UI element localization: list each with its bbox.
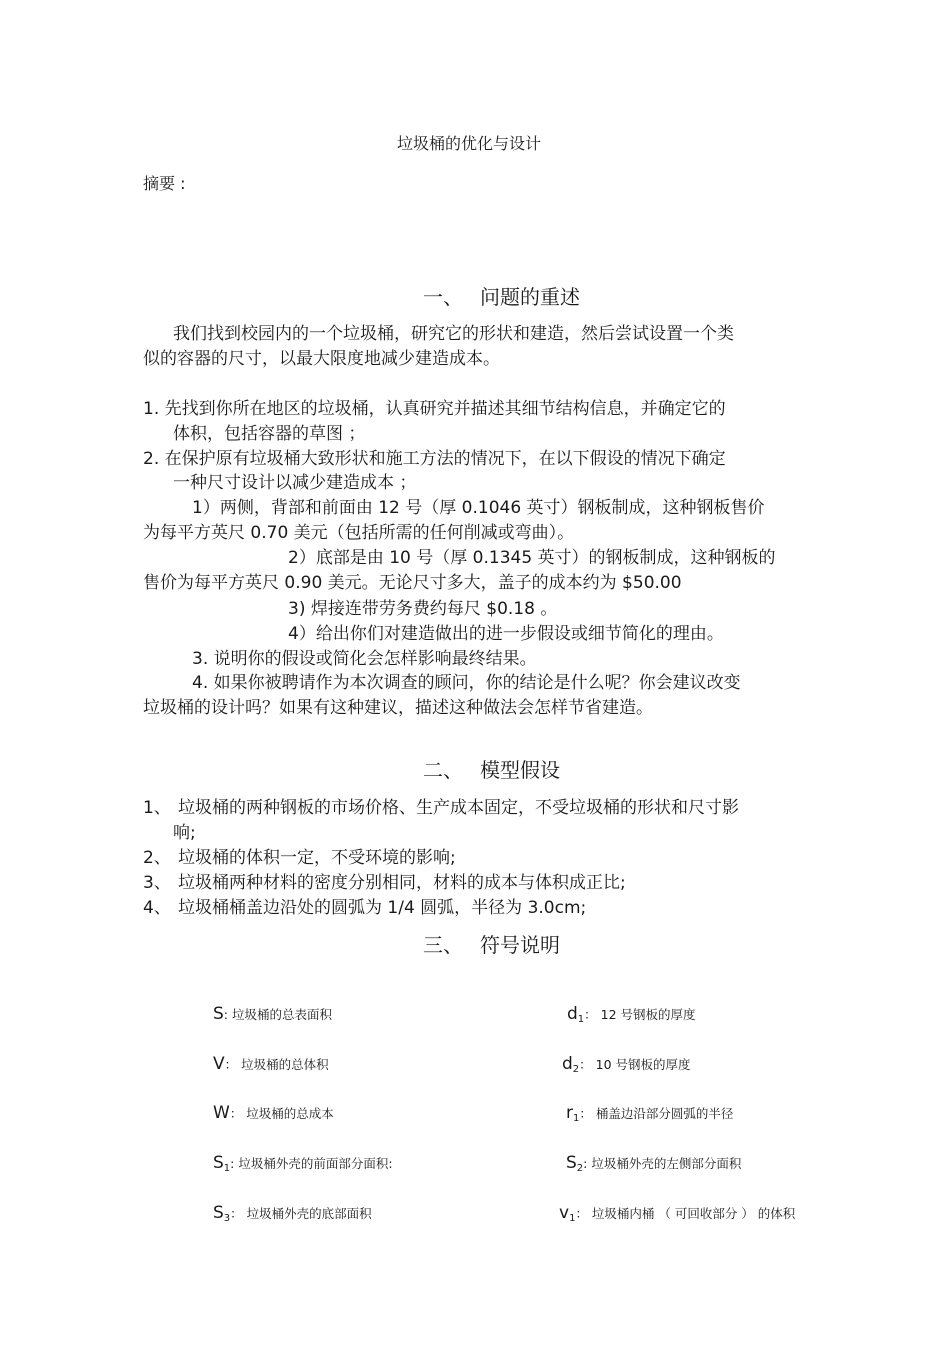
symbol-description: ： 桶盖边沿部分圆弧的半径	[579, 1106, 734, 1121]
symbol-subscript: 3	[223, 1213, 231, 1224]
symbol-d1	[567, 1004, 696, 1025]
section3-heading-number: 三、	[423, 933, 463, 957]
section3-heading: 符号说明	[480, 933, 560, 957]
symbol-variable: v	[559, 1203, 570, 1223]
symbol-variable: W	[213, 1103, 230, 1123]
subtask-2-line-1: 2）底部是由 10 号（厚 0.1345 英寸）的钢板制成，这种钢板的	[288, 548, 776, 568]
symbol-description: : 垃圾桶的总表面积	[223, 1007, 332, 1022]
intro-line-1: 我们找到校园内的一个垃圾桶，研究它的形状和建造，然后尝试设置一个类	[173, 324, 734, 344]
section1-heading: 问题的重述	[480, 285, 580, 309]
symbol-variable: r	[566, 1103, 573, 1123]
symbol-description: ： 10 号钢板的厚度	[579, 1057, 691, 1072]
task-2-line-1: 2. 在保护原有垃圾桶大致形状和施工方法的情况下，在以下假设的情况下确定	[143, 449, 726, 469]
symbol-description: ： 垃圾桶的总成本	[229, 1106, 334, 1121]
symbol-variable: S	[566, 1153, 577, 1173]
symbol-variable: d	[567, 1004, 578, 1024]
symbol-r1	[566, 1103, 733, 1124]
symbol-V	[213, 1054, 329, 1075]
task-2-line-2: 一种尺寸设计以减少建造成本 ；	[173, 473, 417, 493]
section2-heading-number: 二、	[423, 758, 463, 782]
assumption-1-number: 1、	[143, 798, 171, 818]
symbol-description: ： 垃圾桶外壳的底部面积	[230, 1206, 372, 1221]
symbol-W	[213, 1103, 334, 1124]
symbol-v1	[559, 1203, 795, 1224]
subtask-3: 3) 焊接连带劳务费约每尺 $0.18 。	[288, 599, 558, 619]
assumption-3: 垃圾桶两种材料的密度分别相同，材料的成本与体积成正比;	[178, 873, 626, 893]
symbol-description: : 垃圾桶外壳的前面部分面积:	[230, 1156, 393, 1171]
section1-heading-number: 一、	[423, 285, 463, 309]
task-4-line-1: 4. 如果你被聘请作为本次调查的顾问，你的结论是什么呢？你会建议改变	[192, 673, 741, 693]
symbol-subscript: 2	[572, 1064, 580, 1075]
task-1-line-1: 1. 先找到你所在地区的垃圾桶，认真研究并描述其细节结构信息，并确定它的	[143, 399, 726, 419]
symbol-S	[213, 1004, 332, 1025]
symbol-description: ： 12 号钢板的厚度	[584, 1007, 696, 1022]
symbol-description: ： 垃圾桶内桶 （ 可回收部分 ） 的体积	[575, 1206, 796, 1221]
assumption-4-number: 4、	[143, 898, 171, 918]
symbol-description: ： 垃圾桶的总体积	[224, 1057, 329, 1072]
subtask-1-line-2: 为每平方英尺 0.70 美元（包括所需的任何削减或弯曲）。	[143, 523, 575, 543]
task-4-line-2: 垃圾桶的设计吗？如果有这种建议，描述这种做法会怎样节省建造。	[143, 698, 653, 718]
symbol-S3	[213, 1203, 372, 1224]
symbol-subscript: 1	[577, 1014, 585, 1025]
task-1-line-2: 体积，包括容器的草图 ；	[173, 424, 366, 444]
symbol-subscript: 1	[223, 1163, 231, 1174]
intro-line-2: 似的容器的尺寸，以最大限度地减少建造成本。	[143, 349, 500, 369]
symbol-subscript: 1	[573, 1113, 580, 1124]
symbol-subscript: 1	[569, 1213, 576, 1224]
symbol-subscript: 2	[576, 1163, 584, 1174]
symbol-d2	[562, 1054, 691, 1075]
symbol-variable: S	[213, 1153, 224, 1173]
document-title: 垃圾桶的优化与设计	[397, 134, 542, 153]
symbol-S1	[213, 1153, 393, 1174]
symbol-variable: S	[213, 1004, 224, 1024]
assumption-3-number: 3、	[143, 873, 171, 893]
symbol-variable: S	[213, 1203, 224, 1223]
assumption-1-line-2: 响;	[173, 823, 196, 843]
assumption-4: 垃圾桶桶盖边沿处的圆弧为 1/4 圆弧，半径为 3.0cm;	[178, 898, 587, 918]
symbol-variable: V	[213, 1054, 225, 1074]
assumption-1-line-1: 垃圾桶的两种钢板的市场价格、生产成本固定，不受垃圾桶的形状和尺寸影	[178, 798, 739, 818]
assumption-2: 垃圾桶的体积一定，不受环境的影响;	[178, 848, 456, 868]
assumption-2-number: 2、	[143, 848, 171, 868]
symbol-variable: d	[562, 1054, 573, 1074]
symbol-S2	[566, 1153, 741, 1174]
section2-heading: 模型假设	[480, 758, 560, 782]
task-3: 3. 说明你的假设或简化会怎样影响最终结果。	[192, 649, 537, 669]
abstract-label: 摘要 :	[143, 174, 186, 193]
subtask-4: 4）给出你们对建造做出的进一步假设或细节简化的理由。	[288, 624, 724, 644]
subtask-2-line-2: 售价为每平方英尺 0.90 美元。无论尺寸多大，盖子的成本约为 $50.00	[143, 573, 682, 593]
subtask-1-line-1: 1）两侧，背部和前面由 12 号（厚 0.1046 英寸）钢板制成，这种钢板售价	[192, 498, 765, 518]
symbol-description: : 垃圾桶外壳的左侧部分面积	[583, 1156, 742, 1171]
